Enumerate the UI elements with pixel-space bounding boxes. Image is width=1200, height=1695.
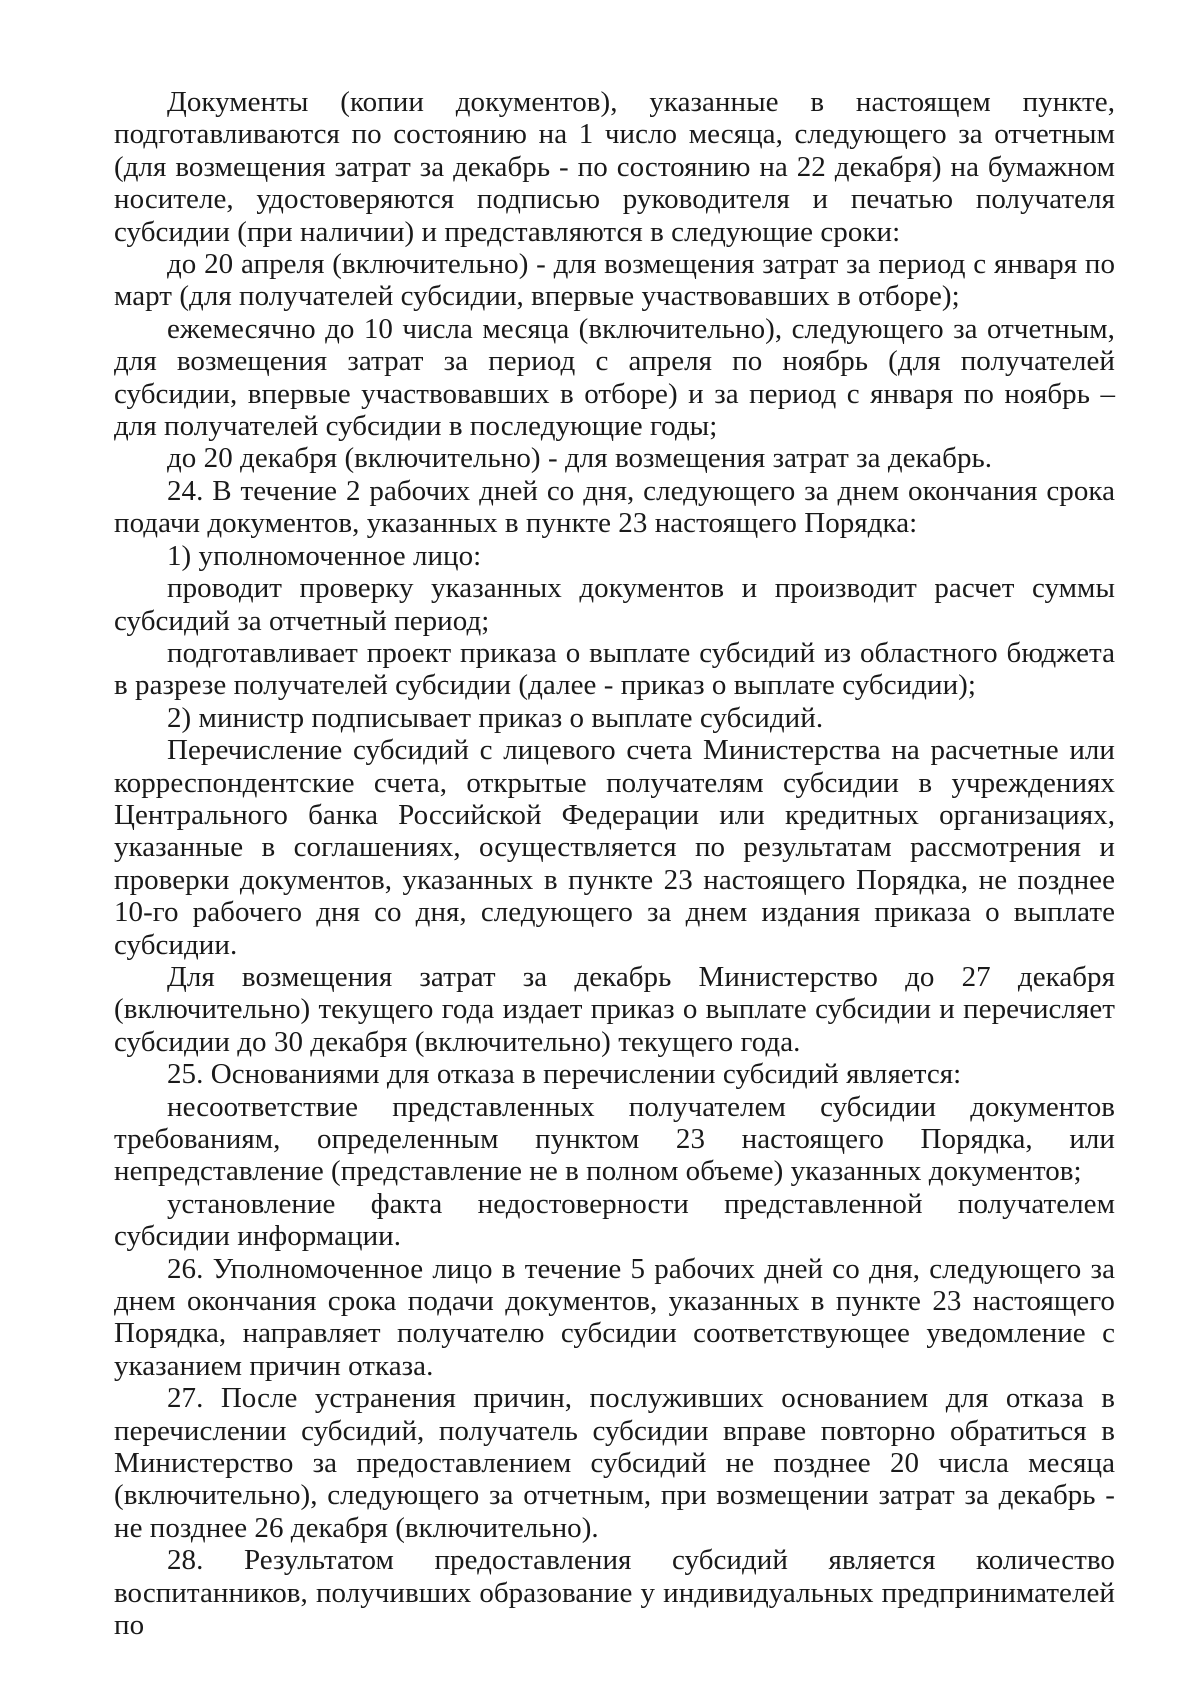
paragraph-prepare-order: подготавливает проект приказа о выплате субсидий из областного бюджета в разрезе получателей субсидии (далее - приказ о выплате субсидии);: [114, 636, 1115, 702]
paragraph-unreliable-info: установление факта недостоверности представленной получателем субсидии информации.: [114, 1187, 1115, 1253]
paragraph-deadline-april: до 20 апреля (включительно) - для возмещения затрат за период с января по март (для получателей субсидии, впервые участвовавших в отборе);: [114, 248, 1115, 313]
paragraph-authorized-person: 1) уполномоченное лицо:: [167, 539, 482, 572]
paragraph-item-28: 28. Результатом предоставления субсидий является количество воспитанников, получивших образование у индивидуальных предпринимателей по: [114, 1544, 1115, 1642]
paragraph-documents-preparation: Документы (копии документов), указанные в настоящем пункте, подготавливаются по состоянию на 1 число месяца, следующего за отчетным (для возмещения затрат за декабрь - по состоянию на 22 декабря) на бумажном носителе, удостоверяются подписью руководителя и печатью получателя субсидии (при наличии) и представляются в следующие сроки:: [114, 86, 1115, 248]
paragraph-deadline-december: до 20 декабря (включительно) - для возмещения затрат за декабрь.: [167, 442, 993, 475]
paragraph-transfer-subsidies: Перечисление субсидий с лицевого счета Министерства на расчетные или корреспондентские счета, открытые получателям субсидии в учреждениях Центрального банка Российской Федерации или кредитных организациях, указанные в соглашениях, осуществляется по результатам рассмотрения и проверки документов, указанных в пункте 23 настоящего Порядка, не позднее 10-го рабочего дня со дня, следующего за днем издания приказа о выплате субсидии.: [114, 734, 1115, 961]
paragraph-check-documents: проводит проверку указанных документов и производит расчет суммы субсидий за отчетный период;: [114, 572, 1115, 637]
paragraph-item-24: 24. В течение 2 рабочих дней со дня, следующего за днем окончания срока подачи документов, указанных в пункте 23 настоящего Порядка:: [114, 474, 1115, 540]
document-body: [114, 86, 1115, 1642]
paragraph-item-25: 25. Основаниями для отказа в перечислении субсидий является:: [167, 1058, 962, 1091]
paragraph-item-27: 27. После устранения причин, послуживших основанием для отказа в перечислении субсидий, получатель субсидии вправе повторно обратиться в Министерство за предоставлением субсидий не позднее 20 числа месяца (включительно), следующего за отчетным, при возмещении затрат за декабрь - не позднее 26 декабря (включительно).: [114, 1382, 1115, 1544]
paragraph-december-reimbursement: Для возмещения затрат за декабрь Министерство до 27 декабря (включительно) текущего года издает приказ о выплате субсидии и перечисляет субсидии до 30 декабря (включительно) текущего года.: [114, 960, 1115, 1058]
paragraph-minister-signs: 2) министр подписывает приказ о выплате субсидий.: [167, 701, 824, 734]
paragraph-non-compliance: несоответствие представленных получателем субсидии документов требованиям, определенным пунктом 23 настоящего Порядка, или непредставление (представление не в полном объеме) указанных документов;: [114, 1090, 1115, 1188]
paragraph-deadline-monthly: ежемесячно до 10 числа месяца (включительно), следующего за отчетным, для возмещения затрат за период с апреля по ноябрь (для получателей субсидии, впервые участвовавших в отборе) и за период с января по ноябрь – для получателей субсидии в последующие годы;: [114, 312, 1115, 443]
paragraph-item-26: 26. Уполномоченное лицо в течение 5 рабочих дней со дня, следующего за днем окончания срока подачи документов, указанных в пункте 23 настоящего Порядка, направляет получателю субсидии соответствующее уведомление с указанием причин отказа.: [114, 1252, 1115, 1382]
